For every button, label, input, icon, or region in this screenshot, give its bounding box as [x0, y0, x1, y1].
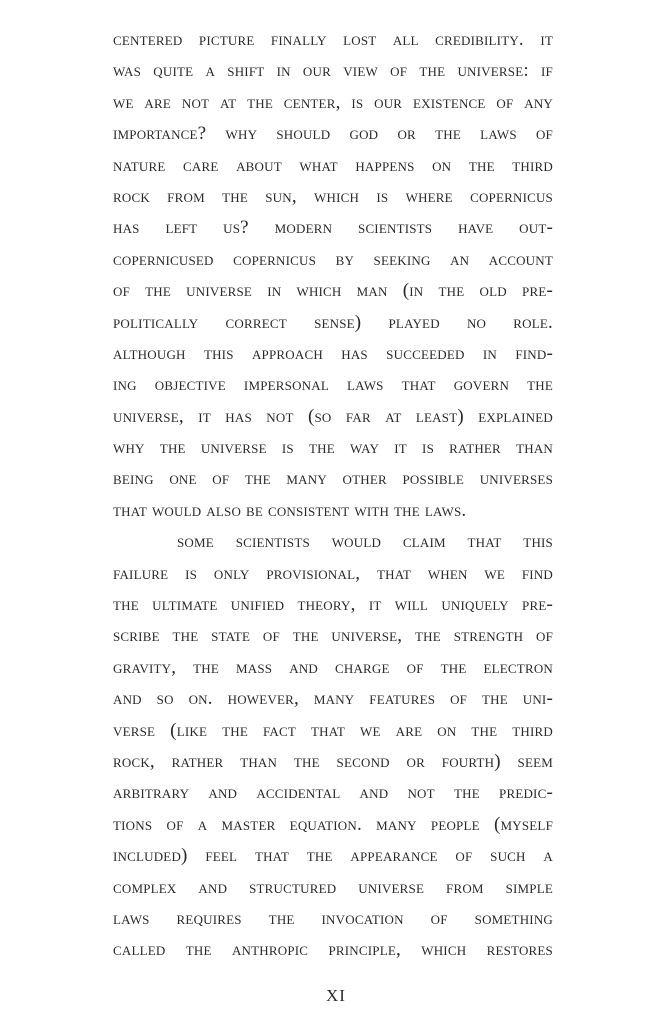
- text-line: nature care about what happens on the third: [113, 154, 553, 176]
- text-line: scribe the state of the universe, the strength of: [113, 625, 553, 647]
- text-line: complex and structured universe from simple: [113, 876, 553, 898]
- text-line: copernicused copernicus by seeking an account: [113, 248, 553, 270]
- text-line: centered picture finally lost all credibility. it: [113, 29, 553, 50]
- text-line: was quite a shift in our view of the universe: if: [113, 60, 553, 82]
- text-line: importance? why should god or the laws of: [113, 123, 553, 145]
- text-line: that would also be consistent with the laws.: [113, 499, 467, 521]
- text-line: included) feel that the appearance of such a: [113, 845, 553, 867]
- text-line: verse (like the fact that we are on the third: [113, 719, 553, 741]
- page-number: XI: [326, 986, 346, 1005]
- text-line: has left us? modern scientists have out-: [113, 217, 553, 239]
- text-line: why the universe is the way it is rather than: [113, 437, 553, 459]
- text-line: although this approach has succeeded in find-: [113, 342, 553, 364]
- text-line: being one of the many other possible universes: [113, 468, 553, 490]
- body-text: [113, 24, 553, 966]
- text-line: politically correct sense) played no role.: [113, 311, 553, 333]
- text-line: tions of a master equation. many people (myself: [113, 813, 553, 835]
- text-line: laws requires the invocation of something: [113, 907, 553, 929]
- text-line: rock, rather than the second or fourth) seem: [113, 750, 553, 772]
- text-line: the ultimate unified theory, it will uniquely pre-: [113, 594, 553, 616]
- text-line: called the anthropic principle, which restores: [113, 939, 553, 961]
- text-line: universe, it has not (so far at least) explained: [113, 405, 553, 427]
- text-line: of the universe in which man (in the old pre-: [113, 280, 553, 302]
- text-line: rock from the sun, which is where copernicus: [113, 185, 553, 207]
- text-line: failure is only provisional, that when we find: [113, 562, 553, 584]
- text-line: gravity, the mass and charge of the electron: [113, 656, 553, 678]
- text-line: and so on. however, many features of the uni-: [113, 688, 553, 710]
- text-line: we are not at the center, is our existence of any: [113, 91, 553, 113]
- text-line-indented: some scientists would claim that this: [177, 531, 553, 553]
- text-line: ing objective impersonal laws that govern the: [113, 374, 553, 396]
- text-line: arbitrary and accidental and not the predic-: [113, 782, 553, 804]
